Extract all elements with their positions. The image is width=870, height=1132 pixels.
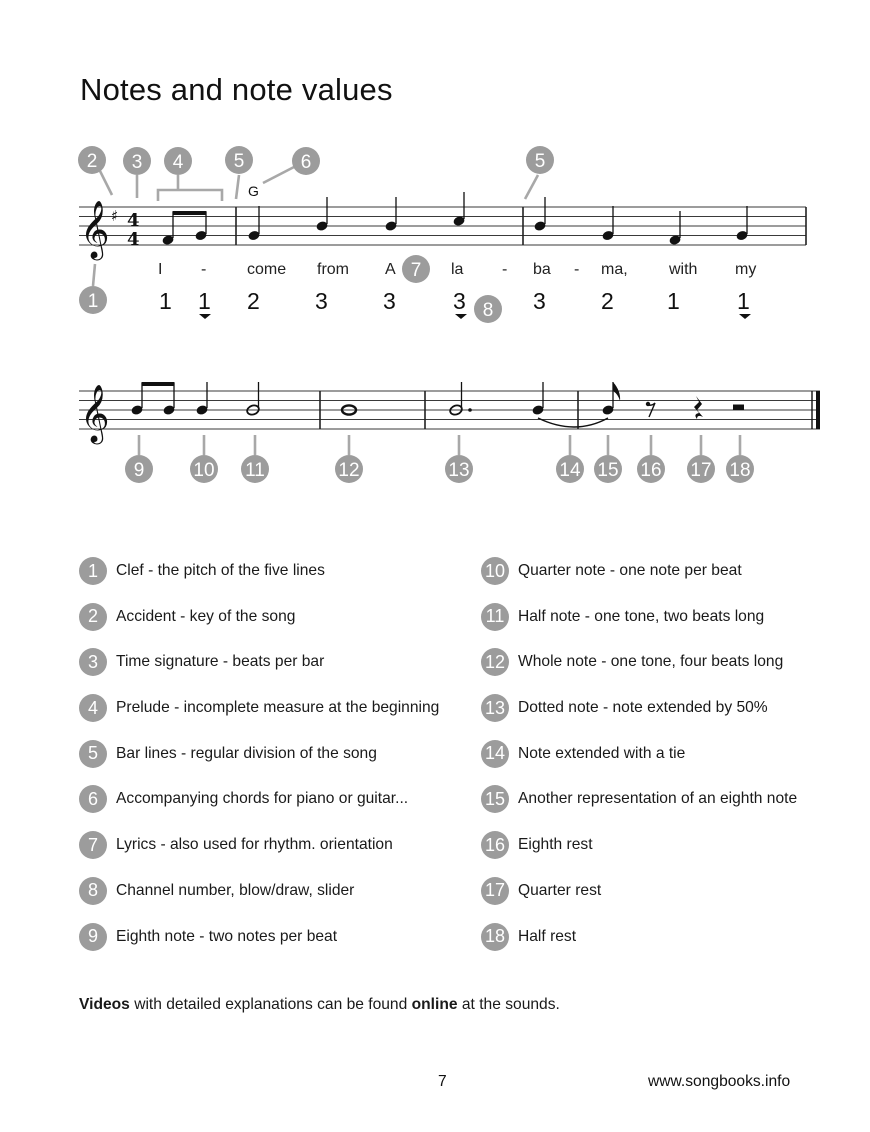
legend-text: Channel number, blow/draw, slider — [116, 881, 355, 899]
channel-number: 2 — [601, 288, 614, 314]
lyrics-line — [158, 261, 756, 278]
svg-text:13: 13 — [448, 460, 470, 481]
svg-text:17: 17 — [690, 460, 712, 481]
lyric-syllable: - — [201, 261, 207, 278]
lyric-syllable: my — [735, 261, 757, 278]
svg-text:4: 4 — [172, 152, 184, 173]
lyric-syllable: with — [669, 261, 698, 278]
beamed-eighth-notes — [130, 382, 175, 416]
lyric-syllable: - — [502, 261, 508, 278]
channel-number: 1 — [159, 288, 172, 314]
svg-text:2: 2 — [86, 151, 98, 172]
half-rest-icon — [733, 405, 744, 411]
legend-item — [79, 602, 474, 632]
treble-clef-icon: 𝄞 — [80, 200, 110, 258]
callout-badge — [190, 455, 218, 483]
draw-marker-icon — [455, 314, 467, 319]
callout-badge — [292, 147, 320, 175]
staff-2 — [79, 382, 820, 445]
lyric-syllable: come — [247, 261, 287, 278]
channel-number: 1 — [198, 288, 211, 314]
channel-number: 3 — [533, 288, 546, 314]
lyric-syllable: ba — [533, 261, 551, 278]
legend-text: Another representation of an eighth note — [518, 790, 798, 808]
callout-badge — [79, 286, 107, 314]
legend-text: Note extended with a tie — [518, 744, 686, 762]
callout-badge — [556, 455, 584, 483]
legend-number-badge: 12 — [481, 648, 509, 676]
page-number: 7 — [438, 1073, 447, 1090]
svg-text:5: 5 — [534, 151, 546, 172]
sharp-icon: ♯ — [111, 207, 119, 225]
dotted-half-note — [449, 382, 472, 416]
legend-item — [79, 830, 474, 860]
callout-badge — [125, 455, 153, 483]
callout-badge — [474, 295, 502, 323]
legend-number-badge: 16 — [481, 831, 509, 859]
svg-text:9: 9 — [133, 460, 145, 481]
legend-number-badge: 1 — [79, 557, 107, 585]
lyric-syllable: I — [158, 261, 163, 278]
legend-text: Time signature - beats per bar — [116, 653, 325, 671]
callout-badge — [637, 455, 665, 483]
svg-text:12: 12 — [338, 460, 360, 481]
channel-number: 3 — [453, 288, 466, 314]
website-url: www.songbooks.info — [648, 1073, 791, 1090]
svg-text:16: 16 — [640, 460, 662, 481]
legend-number-badge: 7 — [79, 831, 107, 859]
callout-badge — [402, 255, 430, 283]
callout-badge — [335, 455, 363, 483]
svg-text:15: 15 — [597, 460, 619, 481]
legend-item — [481, 647, 841, 677]
legend-item — [79, 647, 474, 677]
legend-number-badge: 5 — [79, 740, 107, 768]
channel-number: 3 — [383, 288, 396, 314]
flagged-eighth-note — [601, 382, 620, 416]
legend-item — [79, 739, 474, 769]
legend-number-badge: 9 — [79, 923, 107, 951]
channel-number: 1 — [667, 288, 680, 314]
legend-item — [481, 830, 841, 860]
legend-number-badge: 6 — [79, 785, 107, 813]
legend-text: Clef - the pitch of the five lines — [116, 562, 325, 579]
legend-text: Accompanying chords for piano or guitar... — [116, 790, 409, 808]
legend-item — [79, 693, 474, 723]
legend-item — [481, 602, 841, 632]
footnote-text: at the sounds. — [457, 996, 560, 1013]
channel-number: 1 — [737, 288, 750, 314]
quarter-note — [195, 382, 208, 416]
svg-text:1: 1 — [87, 291, 99, 312]
legend-number-badge: 8 — [79, 877, 107, 905]
callout-badge — [225, 146, 253, 174]
quarter-notes-bar-3 — [533, 197, 748, 246]
legend-item — [481, 784, 841, 814]
legend-text: Dotted note - note extended by 50% — [518, 699, 768, 717]
legend-text: Eighth rest — [518, 836, 593, 854]
eighth-rest-icon — [646, 402, 655, 417]
callout-badge — [594, 455, 622, 483]
legend-item — [481, 922, 841, 952]
music-score — [0, 0, 870, 500]
legend-text: Quarter rest — [518, 881, 602, 899]
svg-text:5: 5 — [233, 151, 245, 172]
draw-marker-icon — [199, 314, 211, 319]
chord-symbol: G — [248, 183, 259, 199]
svg-text:6: 6 — [300, 152, 312, 173]
legend-text: Half note - one tone, two beats long — [518, 607, 765, 625]
legend-item — [481, 876, 841, 906]
legend-right-column — [481, 556, 841, 967]
legend-number-badge: 10 — [481, 557, 509, 585]
tied-quarter-note — [531, 382, 608, 427]
legend-number-badge: 3 — [79, 648, 107, 676]
legend-number-badge: 2 — [79, 603, 107, 631]
legend-text: Accident - key of the song — [116, 607, 296, 625]
legend-number-badge: 14 — [481, 740, 509, 768]
legend-item — [79, 784, 474, 814]
legend-number-badge: 15 — [481, 785, 509, 813]
page-title: Notes and note values — [80, 72, 393, 107]
lyric-syllable: from — [317, 261, 349, 278]
legend-number-badge: 13 — [481, 694, 509, 722]
channel-number: 2 — [247, 288, 260, 314]
callout-badge — [445, 455, 473, 483]
legend-number-badge: 11 — [481, 603, 509, 631]
footnote-bold-videos: Videos — [79, 996, 130, 1013]
legend-item — [481, 739, 841, 769]
time-signature-top: 4 — [127, 210, 140, 231]
callout-badge — [123, 147, 151, 175]
legend-number-badge: 18 — [481, 923, 509, 951]
legend-item — [481, 556, 841, 586]
treble-clef-icon: 𝄞 — [80, 384, 110, 442]
callout-lines — [93, 167, 740, 455]
channel-number: 3 — [315, 288, 328, 314]
svg-text:18: 18 — [729, 460, 751, 481]
callout-badge — [526, 146, 554, 174]
callout-badge — [726, 455, 754, 483]
time-signature-bottom: 4 — [127, 229, 140, 250]
legend-left-column — [79, 556, 474, 967]
legend-text: Lyrics - also used for rhythm. orientation — [116, 836, 393, 854]
footnote-bold-online: online — [411, 996, 458, 1013]
legend-item — [79, 922, 474, 952]
footnote-text: with detailed explanations can be found — [129, 996, 412, 1013]
quarter-rest-icon — [694, 396, 703, 419]
channel-numbers — [159, 288, 751, 319]
half-note — [246, 382, 260, 416]
legend-number-badge: 4 — [79, 694, 107, 722]
legend-text: Whole note - one tone, four beats long — [518, 653, 784, 671]
lyric-syllable: - — [574, 261, 580, 278]
callout-badge — [78, 146, 106, 174]
lyric-syllable: A — [385, 261, 396, 278]
staff-1 — [79, 183, 806, 319]
svg-text:14: 14 — [559, 460, 581, 481]
callout-badge — [164, 147, 192, 175]
footnote — [79, 996, 560, 1014]
legend-item — [79, 876, 474, 906]
lyric-syllable: ma, — [601, 261, 628, 278]
draw-marker-icon — [739, 314, 751, 319]
svg-text:7: 7 — [410, 260, 422, 281]
svg-text:11: 11 — [245, 460, 265, 481]
svg-text:8: 8 — [482, 300, 494, 321]
legend-item — [481, 693, 841, 723]
legend-text: Quarter note - one note per beat — [518, 562, 742, 579]
legend-text: Bar lines - regular division of the song — [116, 744, 377, 762]
lyric-syllable: la — [451, 261, 464, 278]
svg-text:3: 3 — [131, 152, 143, 173]
legend-number-badge: 17 — [481, 877, 509, 905]
legend-text: Eighth note - two notes per beat — [116, 927, 338, 945]
legend-text: Prelude - incomplete measure at the beginning — [116, 699, 440, 717]
svg-text:10: 10 — [193, 460, 215, 481]
legend-item — [79, 556, 474, 586]
callout-badge — [241, 455, 269, 483]
callout-badge — [687, 455, 715, 483]
legend-text: Half rest — [518, 927, 577, 945]
